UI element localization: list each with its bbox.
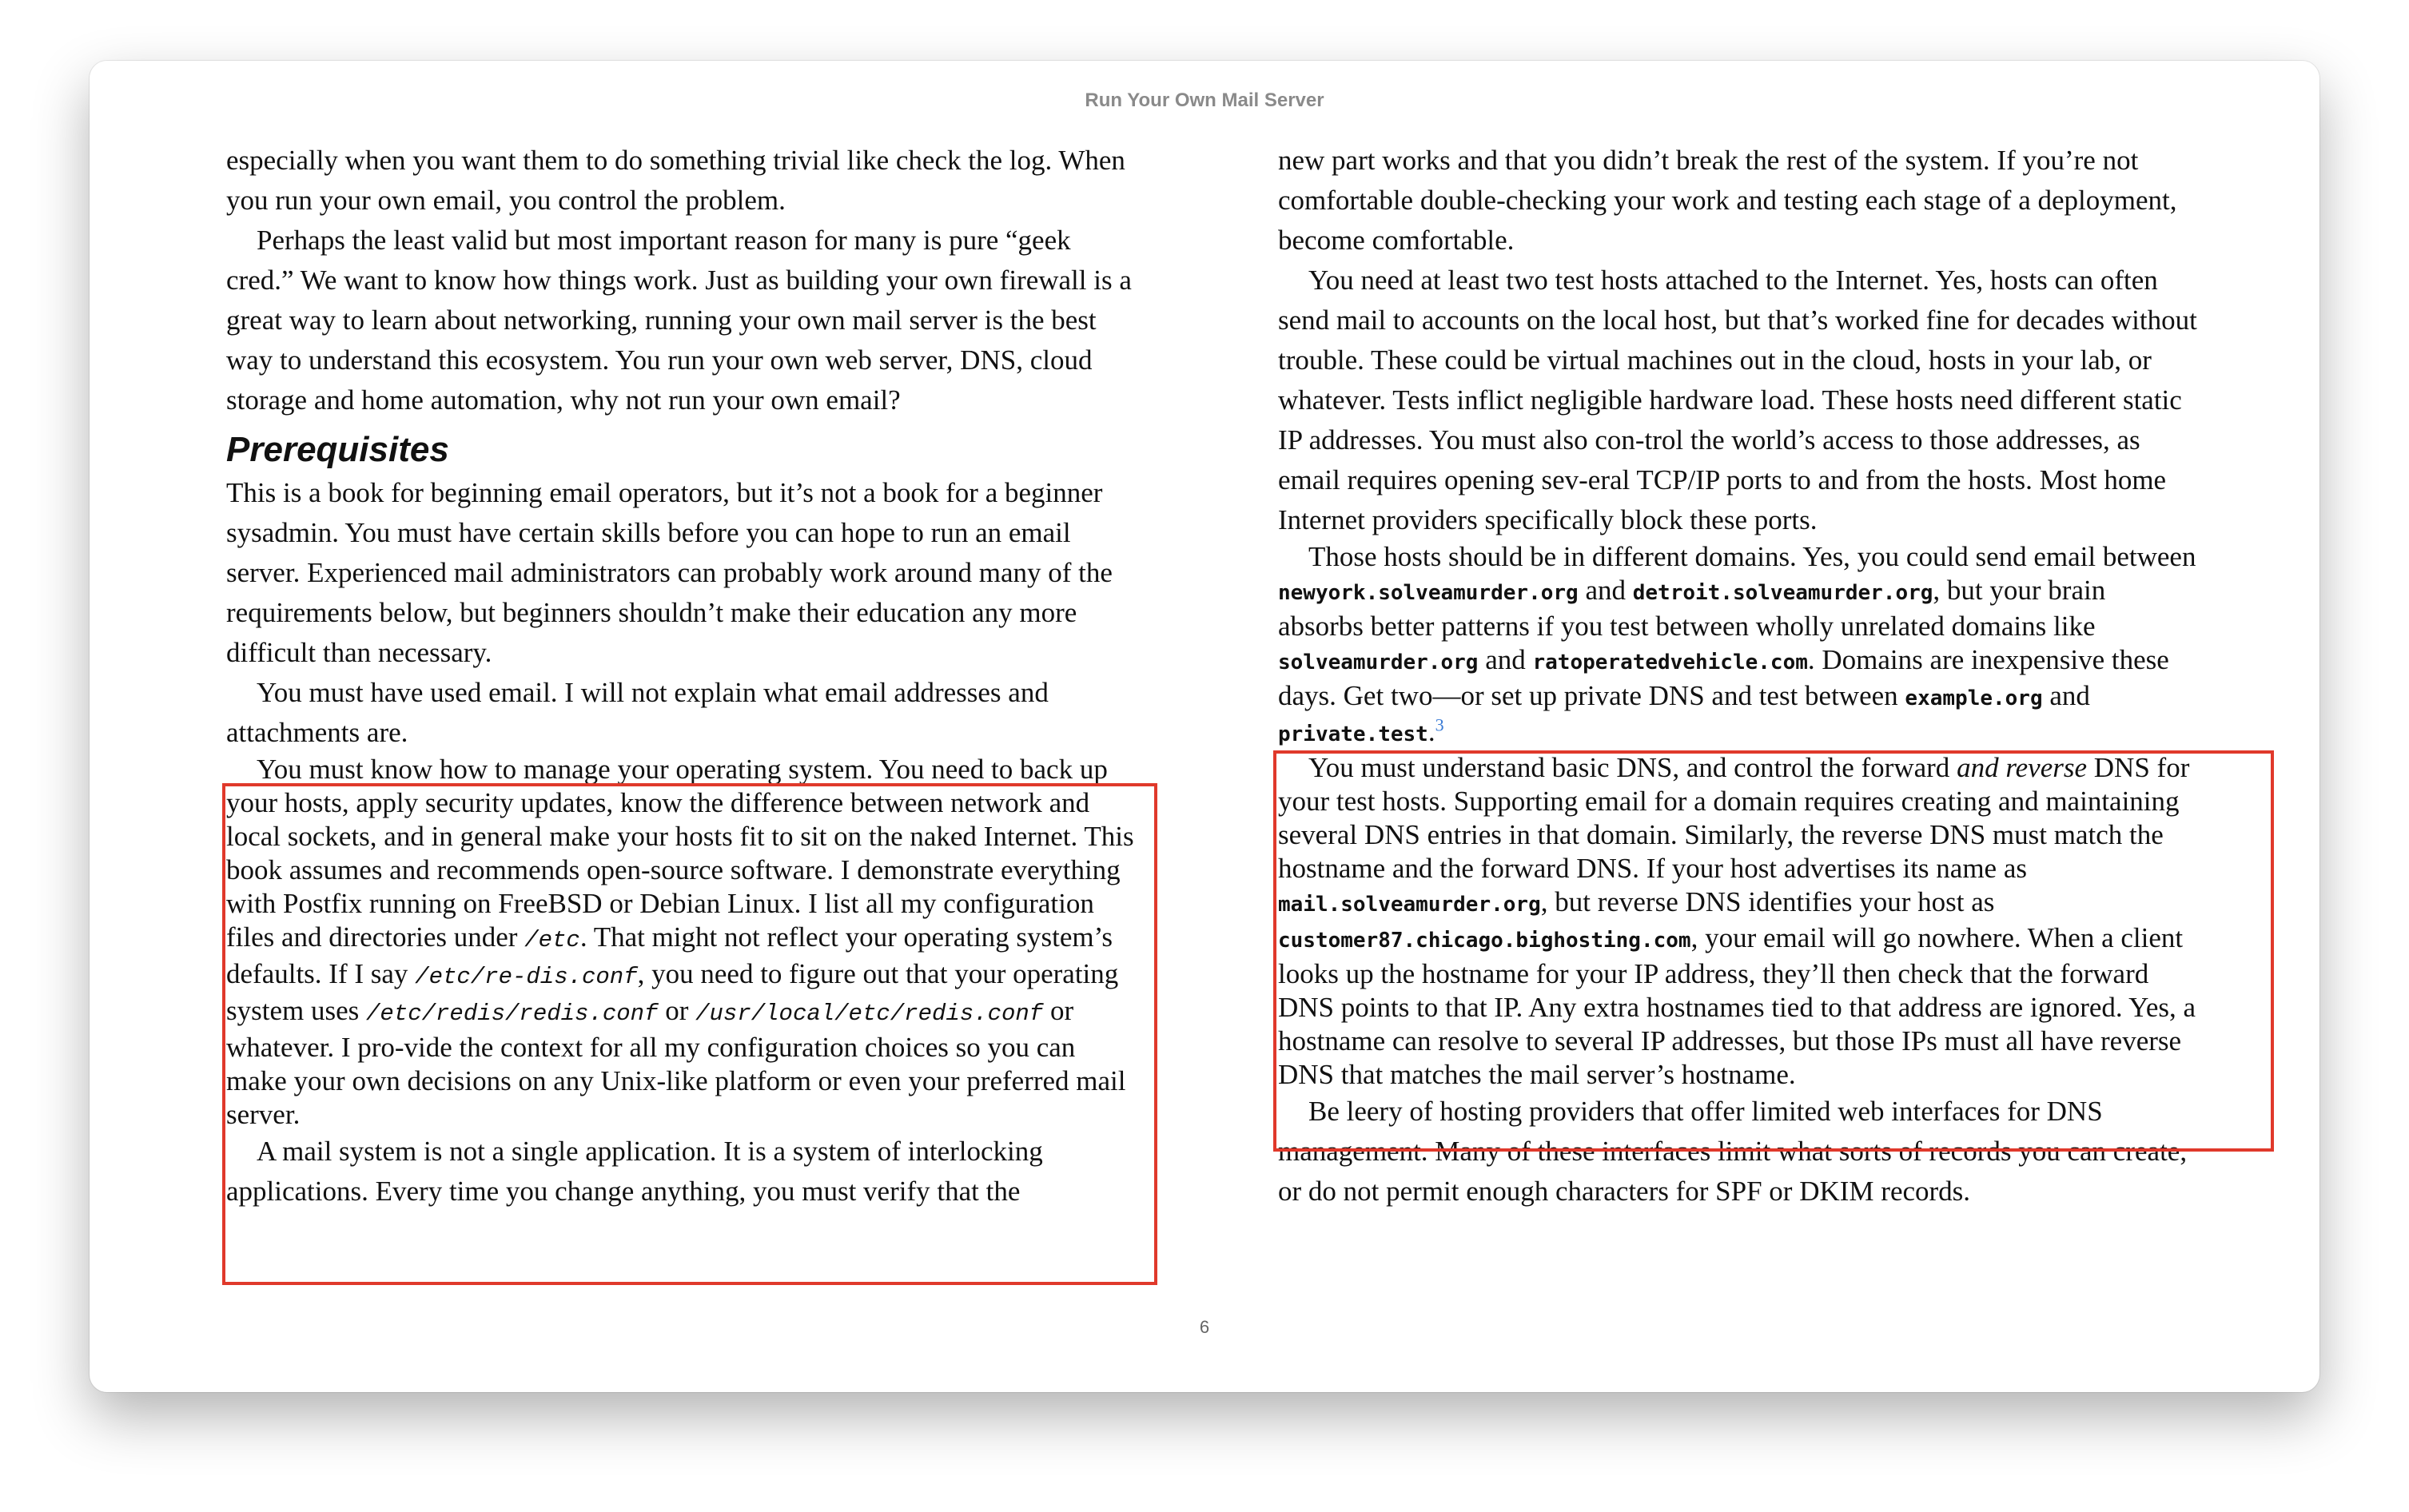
code-domain: ratoperatedvehicle.com — [1532, 651, 1808, 674]
code-domain: solveamurder.org — [1278, 651, 1479, 674]
code-path: /etc/re-dis.conf — [415, 964, 638, 990]
right-page-column — [1278, 141, 2197, 1212]
code-path: /etc — [524, 927, 580, 953]
code-path: /etc/redis/redis.conf — [366, 1001, 659, 1027]
code-domain: example.org — [1905, 686, 2043, 710]
page-number: 6 — [1199, 1317, 1210, 1337]
paragraph: Be leery of hosting providers that offer limited web interfaces for DNS management. Many of these interfaces limit what sorts of records you can create, or do not permit enough characters for SPF or DKIM records. — [1278, 1096, 2188, 1207]
section-heading: Prerequisites — [226, 430, 449, 469]
paragraph: new part works and that you didn’t break the rest of the system. If you’re not comfortable double-checking your work and testing each stage of a deployment, become comfortable. — [1278, 145, 2177, 256]
code-domain: private.test — [1278, 722, 1428, 746]
code-domain: detroit.solveamurder.org — [1632, 581, 1933, 605]
highlighted-paragraph: You must understand basic DNS, and control the forward and reverse DNS for your test hosts. Supporting email for a domain requires creating and maintaining several DNS entries in that domain. Similarly, the reverse DNS must match the hostname and the forward DNS. If your host advertises its name as mail.solveamurder.org, but reverse DNS identifies your host as customer87.chicago.bighosting.com, your email will go nowhere. When a client looks up the hostname for your IP address, they’ll then check that the forward DNS points to that IP. Any extra hostnames tied to that address are ignored. Yes, a hostname can resolve to several IP addresses, but those IPs must all have reverse DNS that matches the mail server’s hostname. — [1278, 752, 2196, 1090]
reader-window — [90, 61, 2319, 1392]
highlighted-paragraph: You must know how to manage your operating system. You need to back up your hosts, apply security updates, know the difference between network and local sockets, and in general make your hosts fit to sit on the naked Internet. This book assumes and recommends open-source software. I demonstrate everything with Postfix running on FreeBSD or Debian Linux. I list all my configuration files and directories under /etc. That might not reflect your operating system’s defaults. If I say /etc/re-dis.conf, you need to figure out that your operating system uses /etc/redis/redis.conf or /usr/local/etc/redis.conf or whatever. I pro-vide the context for all my configuration choices so you can make your own decisions on any Unix-like platform or even your preferred mail server. — [226, 754, 1134, 1130]
paragraph: Those hosts should be in different domains. Yes, you could send email between newyork.solveamurder.org and detroit.solveamurder.org, but your brain absorbs better patterns if you test between wholly unrelated domains like solveamurder.org and ratoperatedvehicle.com. Domains are inexpensive these days. Get two—or set up private DNS and test between example.org and private.test.$^3$ — [1278, 541, 2196, 747]
paragraph: This is a book for beginning email operators, but it’s not a book for a beginner sysadmin. You must have certain skills before you can hope to run an email server. Experienced mail administrators can probably work around many of the requirements below, but beginners shouldn’t make their education any more difficult than necessary. — [226, 477, 1113, 668]
code-domain: customer87.chicago.bighosting.com — [1278, 929, 1691, 953]
paragraph: Perhaps the least valid but most important reason for many is pure “geek cred.” We want to know how things work. Just as building your own firewall is a great way to learn about networking, running your own mail server is the best way to understand this ecosystem. You run your own web server, DNS, cloud storage and home automation, why not run your own email? — [226, 225, 1132, 416]
code-domain: mail.solveamurder.org — [1278, 893, 1541, 917]
left-page-column — [226, 141, 1137, 1212]
code-path: /usr/local/etc/redis.conf — [695, 1001, 1044, 1027]
book-title: Run Your Own Mail Server — [1085, 90, 1324, 111]
paragraph: You must have used email. I will not explain what email addresses and attachments are. — [226, 677, 1049, 748]
paragraph: especially when you want them to do something trivial like check the log. When you run your own email, you control the problem. — [226, 145, 1125, 216]
paragraph: A mail system is not a single application. It is a system of interlocking applications. Every time you change anything, you must verify that the — [226, 1136, 1043, 1207]
footnote-link[interactable]: 3 — [1435, 714, 1444, 735]
code-domain: newyork.solveamurder.org — [1278, 581, 1579, 605]
paragraph: You need at least two test hosts attached to the Internet. Yes, hosts can often send mail to accounts on the local host, but that’s worked fine for decades without trouble. These could be virtual machines out in the cloud, hosts in your lab, or whatever. Tests inflict negligible hardware load. These hosts need different static IP addresses. You must also con-trol the world’s access to those addresses, as email requires opening sev-eral TCP/IP ports to and from the hosts. Most home Internet providers specifically block these ports. — [1278, 265, 2197, 535]
